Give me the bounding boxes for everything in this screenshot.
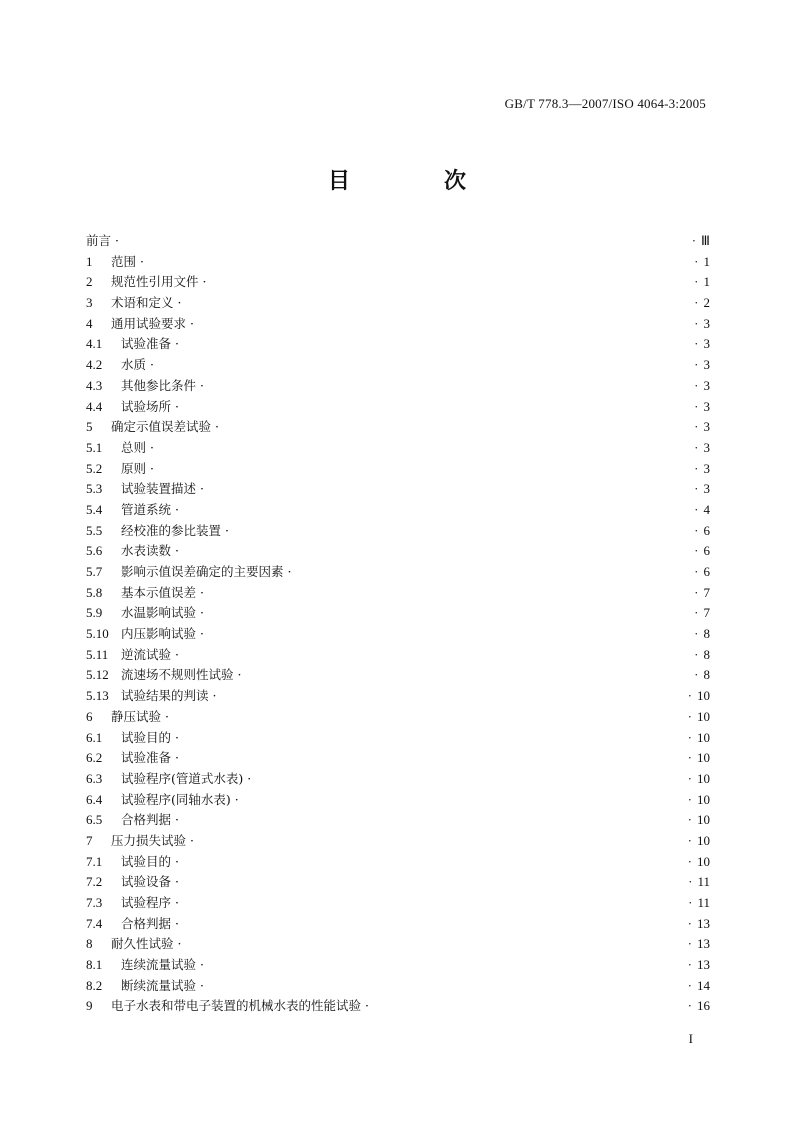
toc-entry[interactable] — [86, 562, 710, 583]
toc-entry-number: 7 — [86, 832, 93, 848]
toc-entry-label: 试验设备 · — [121, 872, 179, 893]
toc-entry-page: · 6 — [694, 562, 710, 583]
toc-entry-label: 逆流试验 · — [121, 645, 179, 666]
toc-entry[interactable] — [86, 417, 710, 438]
toc-entry[interactable] — [86, 645, 710, 666]
toc-entry-label: 水温影响试验 · — [121, 603, 204, 624]
toc-entry-label: 确定示值误差试验 · — [111, 417, 219, 438]
toc-entry-label: 试验准备 · — [121, 748, 179, 769]
toc-entry[interactable] — [86, 686, 710, 707]
toc-entry-page: · 10 — [688, 790, 710, 811]
toc-entry[interactable] — [86, 355, 710, 376]
toc-entry-page: · 10 — [688, 810, 710, 831]
toc-entry-label: 前言 · — [86, 231, 119, 252]
toc-entry-number: 4.1 — [86, 336, 103, 352]
toc-entry-page: · 4 — [694, 500, 710, 521]
toc-entry-label: 试验装置描述 · — [121, 479, 204, 500]
toc-entry-number: 1 — [86, 253, 93, 269]
toc-entry-page: · 8 — [694, 624, 710, 645]
page-title: 目 次 — [327, 169, 502, 194]
toc-entry[interactable] — [86, 810, 710, 831]
toc-entry-number: 5.3 — [86, 481, 103, 497]
toc-entry-number: 8.2 — [86, 977, 103, 993]
toc-entry-number: 5.13 — [86, 688, 109, 704]
toc-entry[interactable] — [86, 665, 710, 686]
toc-entry-number: 5.7 — [86, 564, 103, 579]
toc-entry[interactable] — [86, 914, 710, 935]
toc-entry-number: 8 — [86, 936, 93, 952]
toc-entry-number: 2 — [86, 274, 93, 290]
toc-entry-page: · 14 — [688, 976, 710, 997]
toc-entry-number: 5.2 — [86, 460, 103, 476]
toc-entry-page: · 8 — [694, 645, 710, 666]
toc-entry-page: · 3 — [694, 355, 710, 376]
toc-entry[interactable] — [86, 769, 710, 790]
toc-entry-page: · 3 — [694, 334, 710, 355]
toc-entry[interactable] — [86, 707, 710, 728]
page-number: I — [688, 1031, 693, 1046]
toc-entry-label: 断续流量试验 · — [121, 976, 204, 997]
toc-entry[interactable] — [86, 376, 710, 397]
toc-entry-page: · 3 — [694, 479, 710, 500]
toc-entry[interactable] — [86, 459, 710, 480]
toc-entry[interactable] — [86, 334, 710, 355]
toc-entry-label: 试验场所 · — [121, 397, 179, 418]
toc-entry-label: 试验程序(管道式水表) · — [121, 769, 251, 790]
toc-entry-number: 3 — [86, 295, 93, 311]
toc-entry-label: 试验程序 · — [121, 893, 179, 914]
toc-entry[interactable] — [86, 521, 710, 542]
toc-entry-label: 流速场不规则性试验 · — [121, 665, 241, 686]
toc-entry-label: 静压试验 · — [111, 707, 169, 728]
toc-entry[interactable] — [86, 231, 710, 252]
toc-entry-label: 试验结果的判读 · — [121, 686, 216, 707]
toc-entry-number: 8.1 — [86, 957, 103, 973]
toc-entry-label: 术语和定义 · — [111, 293, 181, 314]
toc-entry-page: · 16 — [688, 996, 710, 1017]
table-of-contents — [86, 231, 710, 1017]
toc-entry-page: · 13 — [688, 914, 710, 935]
toc-entry[interactable] — [86, 748, 710, 769]
toc-entry-label: 试验程序(同轴水表) · — [121, 790, 239, 811]
toc-entry-number: 6 — [86, 708, 93, 724]
toc-entry-page: · 10 — [688, 769, 710, 790]
toc-entry[interactable] — [86, 252, 710, 273]
toc-entry-label: 压力损失试验 · — [111, 831, 194, 852]
toc-entry-page: · 13 — [688, 934, 710, 955]
toc-entry-number: 5.12 — [86, 667, 109, 683]
toc-entry-page: · 13 — [688, 955, 710, 976]
toc-entry-page: · 7 — [694, 603, 710, 624]
toc-entry-page: · 10 — [688, 707, 710, 728]
toc-entry-page: · 3 — [694, 314, 710, 335]
toc-entry-label: 合格判据 · — [121, 810, 179, 831]
toc-entry-page: · 3 — [694, 376, 710, 397]
toc-entry-number: 5.1 — [86, 439, 103, 455]
toc-entry-label: 规范性引用文件 · — [111, 272, 206, 293]
toc-entry-label: 基本示值误差 · — [121, 583, 204, 604]
toc-entry-label: 范围 · — [111, 252, 144, 273]
toc-entry-number: 4.4 — [86, 398, 103, 414]
toc-entry-page: · 2 — [694, 293, 710, 314]
toc-entry-number: 6.3 — [86, 770, 103, 786]
toc-entry[interactable] — [86, 479, 710, 500]
toc-entry-label: 总则 · — [121, 438, 154, 459]
toc-entry-number: 7.3 — [86, 895, 103, 910]
toc-entry[interactable] — [86, 872, 710, 893]
toc-entry-number: 5.10 — [86, 626, 109, 642]
toc-entry-page: · 8 — [694, 665, 710, 686]
toc-entry[interactable] — [86, 790, 710, 811]
toc-entry-label: 水表读数 · — [121, 541, 179, 562]
toc-entry-page: · 11 — [688, 893, 710, 914]
toc-entry-number: 6.5 — [86, 812, 103, 828]
toc-entry-page: · 3 — [694, 397, 710, 418]
toc-entry-label: 原则 · — [121, 459, 154, 480]
toc-entry-page: · 6 — [694, 521, 710, 542]
toc-entry-number: 5.11 — [86, 646, 109, 662]
toc-entry[interactable] — [86, 438, 710, 459]
toc-entry-page: · 3 — [694, 438, 710, 459]
toc-entry-label: 通用试验要求 · — [111, 314, 194, 335]
toc-entry[interactable] — [86, 314, 710, 335]
toc-entry-number: 4 — [86, 315, 93, 331]
toc-entry[interactable] — [86, 500, 710, 521]
toc-entry-page: · Ⅲ — [692, 231, 710, 252]
toc-entry-label: 试验目的 · — [121, 728, 179, 749]
toc-entry-label: 内压影响试验 · — [121, 624, 204, 645]
toc-entry-number: 5.9 — [86, 605, 103, 621]
toc-entry[interactable] — [86, 852, 710, 873]
toc-entry-page: · 10 — [688, 686, 710, 707]
toc-entry[interactable] — [86, 624, 710, 645]
toc-entry-number: 6.4 — [86, 791, 103, 807]
toc-entry-label: 影响示值误差确定的主要因素 · — [121, 562, 291, 583]
toc-entry[interactable] — [86, 397, 710, 418]
toc-entry-number: 5.4 — [86, 501, 103, 517]
toc-entry-label: 合格判据 · — [121, 914, 179, 935]
toc-entry-number: 5.8 — [86, 584, 103, 600]
toc-entry-number: 6.1 — [86, 729, 103, 745]
toc-entry[interactable] — [86, 955, 710, 976]
toc-entry-page: · 1 — [694, 272, 710, 293]
toc-entry-page: · 3 — [694, 459, 710, 480]
toc-entry-number: 4.2 — [86, 357, 103, 373]
toc-entry-page: · 10 — [688, 728, 710, 749]
toc-entry-number: 7.4 — [86, 915, 103, 931]
toc-entry-number: 5 — [86, 419, 93, 435]
toc-entry[interactable] — [86, 976, 710, 997]
toc-entry-page: · 11 — [688, 872, 710, 893]
toc-entry[interactable] — [86, 293, 710, 314]
toc-entry-page: · 10 — [688, 831, 710, 852]
toc-entry[interactable] — [86, 893, 710, 914]
toc-entry-page: · 3 — [694, 417, 710, 438]
toc-entry-label: 连续流量试验 · — [121, 955, 204, 976]
toc-entry-number: 9 — [86, 998, 93, 1014]
toc-entry-label: 管道系统 · — [121, 500, 179, 521]
toc-entry-label: 水质 · — [121, 355, 154, 376]
toc-entry-page: · 10 — [688, 852, 710, 873]
toc-entry-label: 试验准备 · — [121, 334, 179, 355]
toc-entry-page: · 6 — [694, 541, 710, 562]
toc-entry-label: 耐久性试验 · — [111, 934, 181, 955]
toc-entry-label: 经校准的参比装置 · — [121, 521, 229, 542]
toc-entry-number: 7.2 — [86, 874, 103, 890]
toc-entry[interactable] — [86, 583, 710, 604]
toc-entry-number: 6.2 — [86, 750, 103, 766]
toc-entry[interactable] — [86, 996, 710, 1017]
toc-entry-page: · 10 — [688, 748, 710, 769]
toc-entry-number: 7.1 — [86, 853, 103, 869]
toc-entry-number: 5.5 — [86, 522, 103, 538]
toc-entry[interactable] — [86, 541, 710, 562]
toc-entry-number: 4.3 — [86, 377, 103, 393]
toc-entry-page: · 7 — [694, 583, 710, 604]
toc-entry-number: 5.6 — [86, 543, 103, 559]
toc-entry[interactable] — [86, 272, 710, 293]
toc-entry[interactable] — [86, 934, 710, 955]
toc-entry[interactable] — [86, 603, 710, 624]
toc-entry-label: 试验目的 · — [121, 852, 179, 873]
toc-entry-label: 其他参比条件 · — [121, 376, 204, 397]
toc-entry[interactable] — [86, 728, 710, 749]
standard-code: GB/T 778.3—2007/ISO 4064-3:2005 — [504, 96, 706, 111]
toc-entry[interactable] — [86, 831, 710, 852]
toc-entry-label: 电子水表和带电子装置的机械水表的性能试验 · — [111, 996, 369, 1017]
toc-entry-page: · 1 — [694, 252, 710, 273]
